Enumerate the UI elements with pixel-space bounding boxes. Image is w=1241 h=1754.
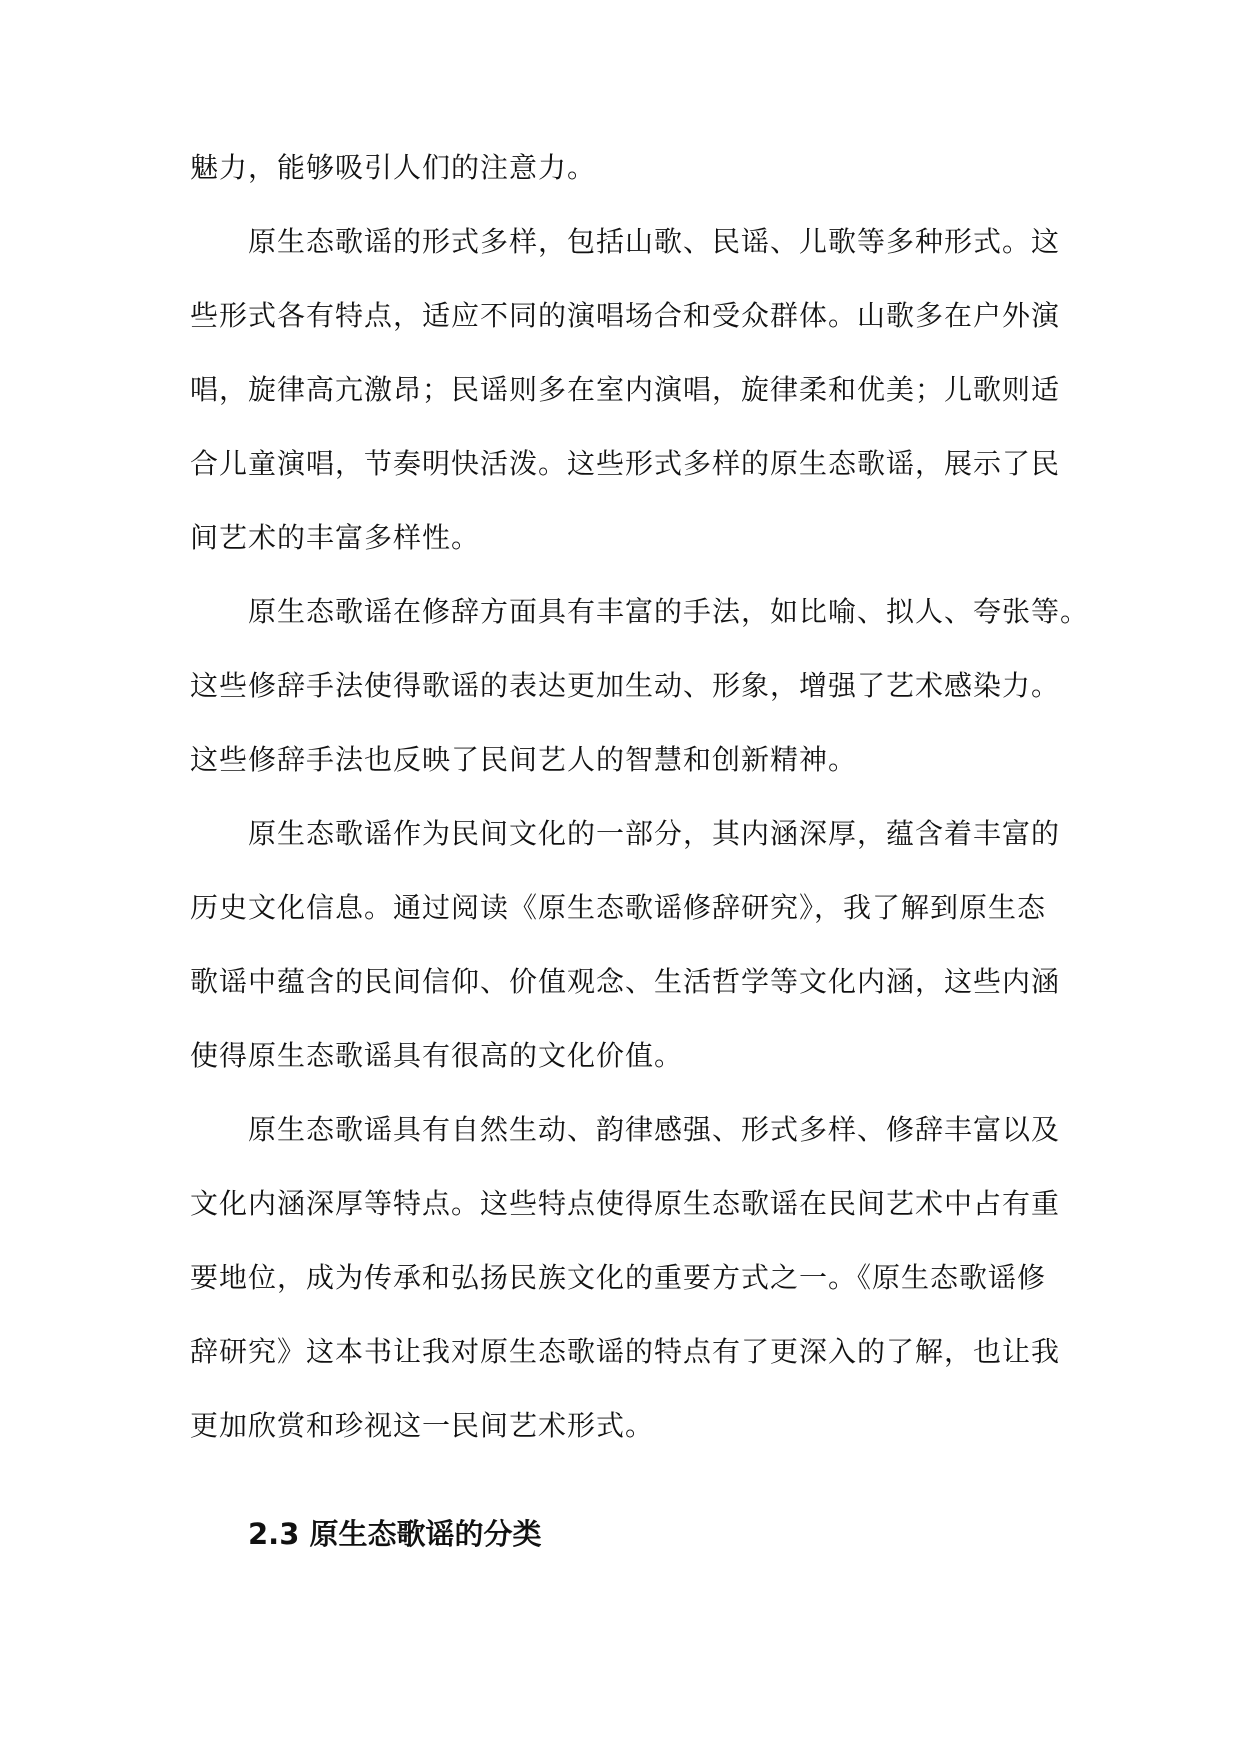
paragraph-line: 原生态歌谣作为民间文化的一部分，其内涵深厚，蕴含着丰富的	[248, 817, 1061, 850]
paragraph-line: 原生态歌谣在修辞方面具有丰富的手法，如比喻、拟人、夸张等。	[248, 595, 1090, 628]
paragraph-line: 历史文化信息。通过阅读《原生态歌谣修辞研究》，我了解到原生态	[190, 891, 1047, 924]
paragraph-line: 使得原生态歌谣具有很高的文化价值。	[190, 1039, 684, 1072]
paragraph-line: 要地位，成为传承和弘扬民族文化的重要方式之一。《原生态歌谣修	[190, 1261, 1047, 1294]
paragraph-line: 原生态歌谣的形式多样，包括山歌、民谣、儿歌等多种形式。这	[248, 225, 1061, 258]
paragraph-line: 些形式各有特点，适应不同的演唱场合和受众群体。山歌多在户外演	[190, 299, 1061, 332]
paragraph-line: 文化内涵深厚等特点。这些特点使得原生态歌谣在民间艺术中占有重	[190, 1187, 1061, 1220]
paragraph-line: 魅力，能够吸引人们的注意力。	[190, 151, 597, 184]
paragraph-line: 这些修辞手法使得歌谣的表达更加生动、形象，增强了艺术感染力。	[190, 669, 1061, 702]
section-heading: 2.3 原生态歌谣的分类	[248, 1517, 542, 1551]
paragraph-line: 辞研究》这本书让我对原生态歌谣的特点有了更深入的了解，也让我	[190, 1335, 1061, 1368]
paragraph-line: 歌谣中蕴含的民间信仰、价值观念、生活哲学等文化内涵，这些内涵	[190, 965, 1061, 998]
paragraph-line: 间艺术的丰富多样性。	[190, 521, 481, 554]
paragraph-line: 合儿童演唱，节奏明快活泼。这些形式多样的原生态歌谣，展示了民	[190, 447, 1061, 480]
paragraph-line: 这些修辞手法也反映了民间艺人的智慧和创新精神。	[190, 743, 858, 776]
paragraph-line: 更加欣赏和珍视这一民间艺术形式。	[190, 1409, 655, 1442]
paragraph-line: 唱，旋律高亢激昂；民谣则多在室内演唱，旋律柔和优美；儿歌则适	[190, 373, 1061, 406]
paragraph-line: 原生态歌谣具有自然生动、韵律感强、形式多样、修辞丰富以及	[248, 1113, 1061, 1146]
